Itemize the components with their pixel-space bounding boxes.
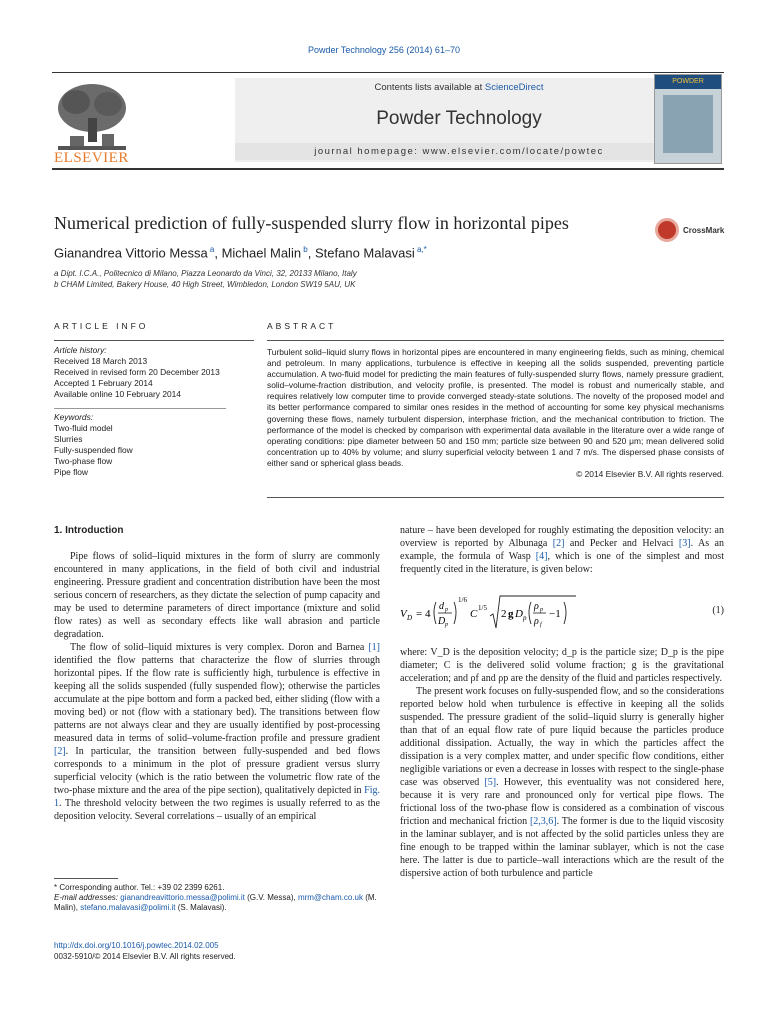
svg-text:2: 2 — [501, 608, 507, 620]
cover-image — [663, 95, 713, 153]
citation-link[interactable]: [3] — [678, 538, 691, 549]
doi-block — [54, 940, 236, 962]
author-name[interactable]: Michael Malin — [221, 245, 302, 261]
paragraph — [54, 641, 380, 823]
corresponding-author: * Corresponding author. Tel.: +39 02 2399 6261. — [54, 883, 225, 892]
author-name[interactable]: Stefano Malavasi — [314, 245, 415, 261]
where-paragraph: where: V_D is the deposition velocity; d_p is the particle size; D_p is the pipe diameter; C is the delivered solid volume fraction; g is the gravitational acceleration; and ρf and ρp are the density of the fluid and particles respectively. — [400, 647, 724, 684]
header-top-rule — [52, 72, 724, 73]
text-run: nature – have been developed for roughly estimating the deposition velocity: an overview is reported by Albunaga — [400, 525, 724, 549]
text-run: , which is one of the simplest and most frequently cited in the literature, is given below: — [400, 551, 724, 575]
author-separator: , — [214, 245, 222, 261]
history-entry: Received 18 March 2013 — [54, 356, 148, 366]
crossmark-label: CrossMark — [683, 225, 725, 235]
equation-number: (1) — [712, 605, 724, 616]
email-owner: (M. Malin), — [54, 893, 377, 912]
abstract — [267, 347, 724, 480]
text-run: . In particular, the transition between fully-suspended and bed flows corresponds to a minimum in the plot of pressure gradient versus slurry superficial velocity (which is the ratio between the volumetric flow rate of the two-phase mixture and the area of the pipe section), qualitatively depicted in — [54, 746, 380, 796]
svg-text:ρ: ρ — [534, 601, 539, 612]
author-list — [54, 245, 427, 260]
affiliation: b CHAM Limited, Bakery House, 40 High Street, Wimbledon, London SW19 5AU, UK — [54, 280, 356, 289]
text-run: The present work focuses on fully-suspended flow, and so the considerations reported below hold when turbulence is effective in keeping all the solids suspended. The pressure gradient of the solid–liquid slurry is generally higher than that of an equal flow rate of pure liquid because the particles produce additional dissipation. Actually, the way in which the particles affect the dissipation is a very complex matter, and under specific flow conditions, either negligible variations or even a decrease in losses with respect to the single-phase case was observed — [400, 686, 724, 788]
sciencedirect-link[interactable]: ScienceDirect — [484, 82, 544, 93]
email-link[interactable]: mrm@cham.co.uk — [297, 893, 363, 902]
email-link[interactable]: gianandreavittorio.messa@polimi.it — [120, 893, 245, 902]
text-run: . The threshold velocity between the two regimes is usually referred to as the deposition velocity. Several correlations – usually of an empirical — [54, 798, 380, 822]
contents-line — [235, 82, 683, 93]
right-column-bottom — [400, 646, 724, 880]
journal-header — [52, 72, 724, 168]
contents-prefix: Contents lists available at — [374, 82, 485, 93]
paragraph — [400, 685, 724, 880]
abstract-rule-bottom — [267, 497, 724, 498]
keyword: Two-fluid model — [54, 423, 113, 433]
citation-link[interactable]: [5] — [484, 777, 497, 788]
right-column-top — [400, 524, 724, 576]
text-run: and Pecker and Helvaci — [564, 538, 679, 549]
svg-text:p: p — [445, 607, 448, 613]
keywords-rule — [54, 408, 226, 409]
history-entry: Accepted 1 February 2014 — [54, 378, 153, 388]
elsevier-wordmark: ELSEVIER — [54, 150, 129, 166]
journal-name: Powder Technology — [376, 108, 542, 129]
article-info — [54, 345, 254, 478]
email-link[interactable]: stefano.malavasi@polimi.it — [80, 903, 176, 912]
history-label: Article history: — [54, 345, 107, 355]
author-separator: , — [307, 245, 315, 261]
keyword: Pipe flow — [54, 467, 88, 477]
issn-line: 0032-5910/© 2014 Elsevier B.V. All rights reserved. — [54, 952, 236, 961]
email-owner: (S. Malavasi). — [175, 903, 227, 912]
author-name[interactable]: Gianandrea Vittorio Messa — [54, 245, 208, 261]
text-run: . As an example, the formula of Wasp — [400, 538, 724, 562]
svg-text:1/5: 1/5 — [478, 604, 487, 612]
article-info-rule — [54, 340, 254, 341]
svg-text:1/6: 1/6 — [458, 596, 467, 604]
author-affil-marker[interactable]: b — [301, 245, 308, 254]
history-entry: Available online 10 February 2014 — [54, 389, 181, 399]
abstract-text: Turbulent solid–liquid slurry flows in horizontal pipes are encountered in many engineering fields, such as mining, chemical and petroleum. In many applications, turbulence is effective in keeping all the solids suspended, preventing particle accumulation. A two-fluid model for predicting the main features of fully-suspended slurry flows, namely pressure gradient, solid–volume-fraction distribution, and velocity profile, is presented. The model is robust and numerically stable, and requires relatively low computer time to provide converged steady-state solutions. The novelty of the proposed model and its better performance compared to similar ones resides in the method of accounting for some key physical mechanisms governing these flows, namely turbulent dispersion, interphase friction, and the mechanical contribution to friction. The performance of the model is checked by comparison with experimental data available in the literature over a wide range of operating conditions: pipe diameter between 50 and 150 mm; particle size between 90 and 520 μm; mean delivered solid concentration up to 40% by volume; and slurry superficial velocity between 1 and 7 m/s. The dispersed phase consists of either sand or spherical glass beads. — [267, 347, 724, 468]
citation-link[interactable]: [4] — [535, 551, 548, 562]
svg-text:ρ: ρ — [534, 616, 539, 627]
svg-text:d: d — [439, 601, 444, 612]
affiliation: a Dipt. I.C.A., Politecnico di Milano, Piazza Leonardo da Vinci, 32, 20133 Milano, Italy — [54, 269, 357, 278]
svg-text:p: p — [523, 614, 527, 622]
equation-1 — [400, 592, 724, 632]
introduction-heading: 1. Introduction — [54, 525, 124, 536]
text-run: The flow of solid–liquid mixtures is very complex. Doron and Barnea — [70, 642, 369, 653]
figure-link[interactable]: Fig. 1 — [54, 785, 380, 809]
citation-link[interactable]: [1] — [368, 642, 380, 653]
svg-text:f: f — [540, 622, 542, 628]
paragraph — [400, 524, 724, 576]
footnote-rule — [54, 878, 118, 879]
crossmark-badge[interactable] — [655, 218, 724, 242]
text-run: . The former is due to the liquid viscosity in the laminar sublayer, and is not affected by the solid particles unless they are fine enough to be trapped within the laminar sublayer, which is not the case here. The latter is due to particle–wall interactions which are the result of the dispersive action of both turbulence and particle — [400, 816, 724, 879]
header-bottom-rule — [52, 168, 724, 170]
abstract-rule-top — [267, 340, 724, 341]
text-run: . However, this eventuality was not considered here, because it is very rare and pronounced only for vertical pipe flows. The frictional loss of the two-phase flow is considered as a combination of viscous friction and mechanical friction — [400, 777, 724, 827]
svg-text:C: C — [470, 608, 478, 620]
left-column — [54, 524, 380, 823]
svg-text:g: g — [508, 608, 514, 620]
abstract-copyright: © 2014 Elsevier B.V. All rights reserved. — [576, 469, 724, 480]
journal-cover-thumbnail[interactable] — [654, 74, 722, 164]
history-entry: Received in revised form 20 December 2013 — [54, 367, 220, 377]
svg-text:p: p — [540, 607, 543, 613]
abstract-heading: ABSTRACT — [267, 321, 337, 331]
email-label: E-mail addresses: — [54, 893, 121, 902]
journal-reference[interactable]: Powder Technology 256 (2014) 61–70 — [308, 45, 460, 55]
svg-text:p: p — [445, 622, 448, 628]
text-run: identified the flow patterns that characterize the flow of slurries through horizontal pipes. If the flow rate is sufficiently high, turbulence is effective in keeping all the solids suspended (fully suspended flow); otherwise the particles accumulate at the pipe bottom and form a packed bed, either sliding (flow with a moving bed) or not (flow with a stationary bed). The transitions between flow patterns are not always clear and they are usually identified by post-processing measured data in terms of solid–volume-fraction profile and pressure gradient — [54, 655, 380, 744]
citation-link[interactable]: [2,3,6] — [529, 816, 557, 827]
keyword: Two-phase flow — [54, 456, 113, 466]
crossmark-icon — [655, 218, 679, 242]
svg-text:= 4: = 4 — [416, 608, 431, 620]
cover-title: POWDER — [655, 75, 721, 89]
footnote — [54, 883, 384, 913]
paragraph: Pipe flows of solid–liquid mixtures in the form of slurry are commonly encountered in many applications, in the field of both civil and industrial engineering. Pressure gradient and concentration distribution have been the most serious concern of researchers, as they dictate the selection of pump capacity and may be used to determine parameters of direct importance (mixture and solid flow rates) as well as secondary effects like wall abrasion and particle degradation. — [54, 551, 380, 640]
svg-text:V: V — [400, 608, 407, 620]
journal-banner — [235, 78, 683, 162]
keyword: Slurries — [54, 434, 83, 444]
svg-text:D: D — [438, 616, 446, 627]
email-owner: (G.V. Messa), — [244, 893, 298, 902]
keywords-label: Keywords: — [54, 412, 94, 422]
article-info-heading: ARTICLE INFO — [54, 321, 149, 331]
email-addresses — [54, 893, 384, 913]
wasp-formula — [400, 592, 600, 632]
article-title: Numerical prediction of fully-suspended slurry flow in horizontal pipes — [54, 213, 569, 233]
citation-link[interactable]: [2] — [552, 538, 565, 549]
keyword: Fully-suspended flow — [54, 445, 133, 455]
svg-text:D: D — [407, 614, 413, 622]
journal-homepage[interactable]: journal homepage: www.elsevier.com/locate/powtec — [235, 143, 683, 160]
citation-link[interactable]: [2] — [54, 746, 66, 757]
doi-link[interactable]: http://dx.doi.org/10.1016/j.powtec.2014.02.005 — [54, 941, 219, 950]
author-affil-marker[interactable]: a,* — [414, 245, 427, 254]
author-affil-marker[interactable]: a — [207, 245, 215, 254]
svg-text:D: D — [515, 608, 523, 620]
svg-text:−1: −1 — [549, 608, 561, 620]
